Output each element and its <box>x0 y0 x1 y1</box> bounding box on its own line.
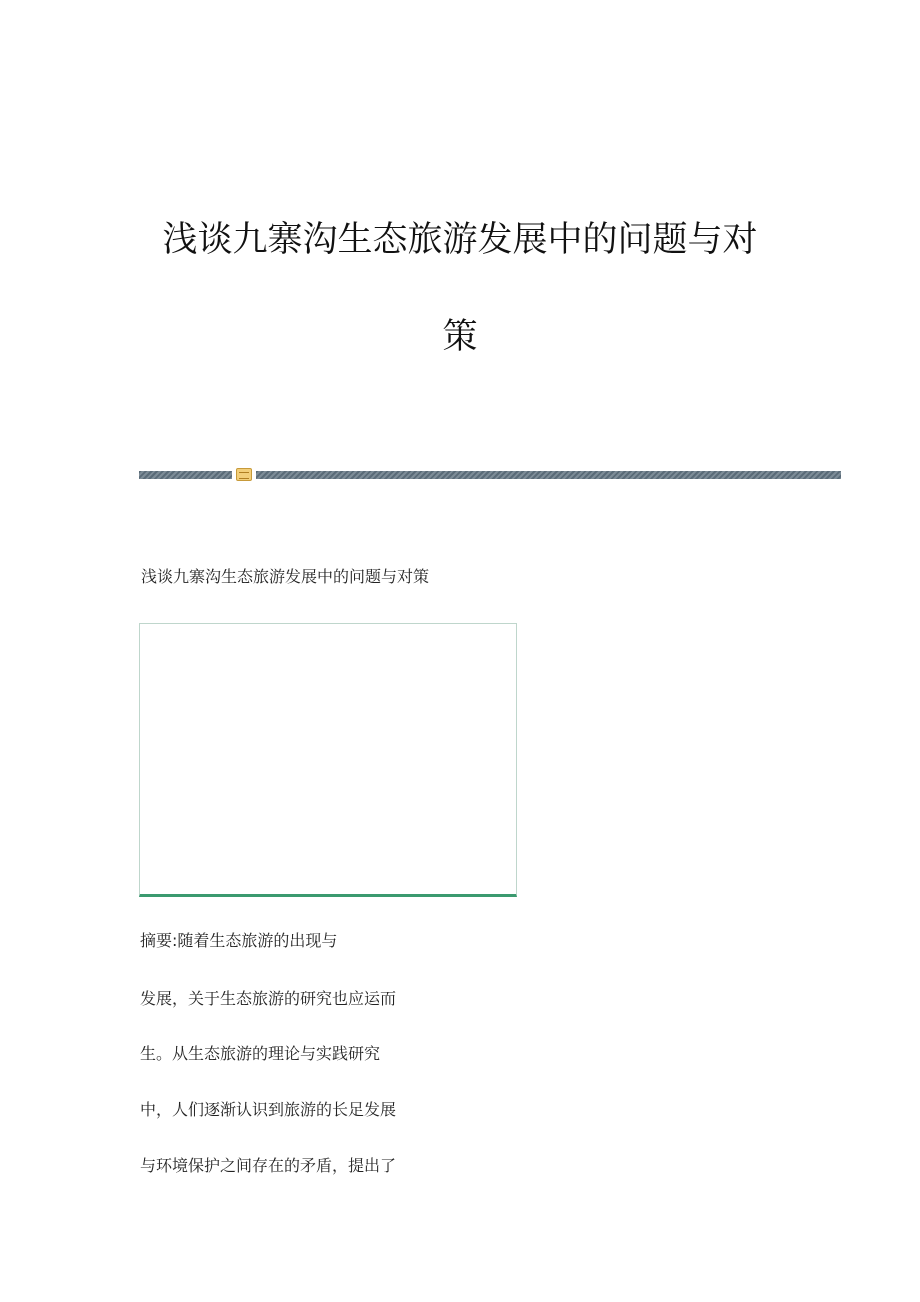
abstract-line: 与环境保护之间存在的矛盾，提出了 <box>140 1156 397 1175</box>
envelope-icon <box>236 468 252 481</box>
abstract-line: 生。从生态旅游的理论与实践研究 <box>140 1044 381 1063</box>
abstract-line: 摘要:随着生态旅游的出现与 <box>140 931 338 950</box>
document-subtitle: 浅谈九寨沟生态旅游发展中的问题与对策 <box>141 567 430 586</box>
section-divider <box>139 470 841 480</box>
abstract-line: 中，人们逐渐认识到旅游的长足发展 <box>140 1100 397 1119</box>
image-placeholder <box>139 623 517 897</box>
divider-bar-left <box>139 471 232 479</box>
page-title-line-2: 策 <box>442 317 478 357</box>
abstract-line: 发展，关于生态旅游的研究也应运而 <box>140 989 397 1008</box>
page-title-line-1: 浅谈九寨沟生态旅游发展中的问题与对 <box>162 220 758 260</box>
divider-bar-right <box>256 471 841 479</box>
